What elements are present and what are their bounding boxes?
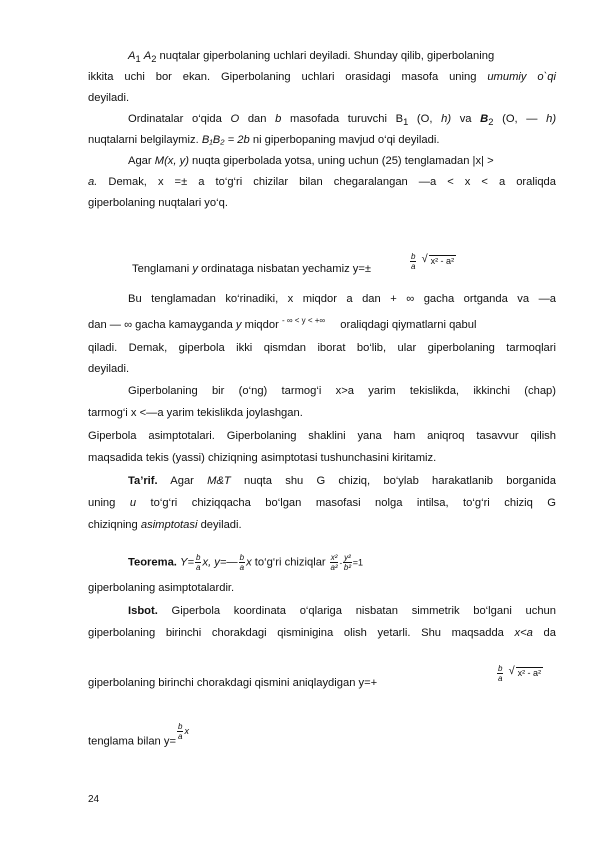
p10-l2-rest: da <box>543 627 556 639</box>
p10-sqrt: √ x² - a² <box>516 667 544 678</box>
p5-text: dan — ∞ gacha kamayganda <box>88 319 233 331</box>
p9-label: Teorema. <box>128 556 177 569</box>
p3-line3: giperbolaning nuqtalari yo‘q. <box>88 197 228 209</box>
p4-y: y <box>192 263 198 275</box>
p9-frac-b <box>239 553 245 572</box>
p8-point: M&T <box>207 475 231 487</box>
p10-l4-frac <box>177 722 183 741</box>
p8-line2 <box>88 496 556 510</box>
p10-l2-text: giperbolaning birinchi chorakdagi qisminigina olish yetarli. Shu maqsadda <box>88 627 504 639</box>
p9-line1: Teorema. Y= $\frac{b}{a}$ x, y=— $\frac{b}{a}$ x to‘g‘ri chiziqlar $\frac{\text{x²}}{\text{a²}}$ - $\frac{\text{y²}}{\text{b²}}$ =1 <box>128 553 364 572</box>
p1-line2-text: ikkita uchi bor ekan. Giperbolaning uchlari orasidagi masofa uning <box>88 71 477 83</box>
p3-a: a. <box>88 176 98 188</box>
p2-h2: h) <box>546 113 557 125</box>
p2-line1 <box>128 112 556 129</box>
p4-line1 <box>132 262 560 276</box>
p8-uning: uning <box>88 497 116 509</box>
p8-l3-rest: deyiladi. <box>200 519 242 531</box>
p9-frac-x <box>330 553 339 572</box>
p9-frac-b-den: a <box>239 563 245 572</box>
p5-line2 <box>88 318 556 333</box>
p4-sqrt: √ x² - a² <box>429 255 457 266</box>
p2-rest: masofada turuvchi B <box>290 113 404 125</box>
a2-sub: 2 <box>151 54 157 65</box>
p10-line3: giperbolaning birinchi chorakdagi qismini aniqlaydigan y=+ <box>88 677 378 689</box>
p3-rest: nuqta giperbolada yotsa, uning uchun (25) tenglamadan |x| > <box>192 155 494 167</box>
p2-h: h) <box>441 113 452 125</box>
p10-l4-text: tenglama bilan y= <box>88 735 177 748</box>
p2-b: b <box>275 113 282 125</box>
p5-line4: deyiladi. <box>88 363 130 375</box>
p10-cond: x<a <box>514 627 533 639</box>
p2-text-a: Ordinatalar o‘qida <box>128 113 222 125</box>
p9-frac-a <box>195 553 201 572</box>
p8-u: u <box>129 497 137 509</box>
p10-label: Isbot. <box>128 605 158 617</box>
p1-text: nuqtalar giperbolaning uchlari deyiladi. Shunday qilib, giperbolaning <box>156 50 495 62</box>
p10-line2 <box>88 626 556 640</box>
p2-end: (O, <box>416 113 433 125</box>
a1-sub: 1 <box>135 54 141 65</box>
p4-formula <box>409 252 456 271</box>
p9-fy-den: b² <box>343 563 351 572</box>
p2-formula: B₁B₂ = 2b <box>201 134 250 146</box>
p6-line2: tarmog‘i x <—a yarim tekislikda joylashgan. <box>88 407 303 419</box>
p4-frac-num: b <box>411 252 416 261</box>
p1-line2 <box>88 70 556 84</box>
p9-rest: to‘g‘ri chiziqlar <box>254 556 326 569</box>
p1-term: umumiy o`qi <box>487 71 556 83</box>
p10-frac <box>497 664 503 683</box>
p10-line1 <box>128 604 556 618</box>
p5-miqdor: miqdor <box>244 319 279 331</box>
p4-rest: ordinataga nisbatan yechamiz y=± <box>201 263 372 275</box>
p2-b2sub: 2 <box>488 117 494 128</box>
p10-text: Giperbola koordinata o‘qlariga nisbatan simmetrik bo‘lgani uchun <box>171 605 556 617</box>
p6-line1: Giperbolaning bir (o‘ng) tarmog‘i x>a yarim tekislikda, ikkinchi (chap) <box>128 385 556 397</box>
p2-dan: dan <box>247 113 267 125</box>
page-number: 24 <box>88 794 100 805</box>
p2-l2-rest: ni giperbopaning mavjud o‘qi deyiladi. <box>252 134 440 146</box>
p9-line2: giperbolaning asimptotalardir. <box>88 582 235 594</box>
p4-frac-den: a <box>411 262 416 271</box>
p10-l4-frac-den: a <box>178 732 183 741</box>
p9-mid: x, y=— <box>202 556 238 569</box>
p9-fx-num: x² <box>330 553 338 562</box>
p8-l3-text: chiziqning <box>88 519 138 531</box>
p9-frac-y <box>343 553 352 572</box>
p3-agar: Agar <box>128 155 152 167</box>
p3-point: M(x, y) <box>154 155 189 167</box>
p9-fx-den: a² <box>330 563 338 572</box>
p3-line1 <box>128 154 556 168</box>
p10-line4 <box>88 722 556 751</box>
p8-label: Ta’rif. <box>128 475 158 487</box>
p3-line2 <box>88 175 556 189</box>
p4-text: Tenglamani <box>132 263 190 275</box>
p2-b2: B <box>480 113 489 125</box>
p2-va: va <box>459 113 472 125</box>
p5-line1: Bu tenglamadan ko‘rinadiki, x miqdor a dan + ∞ gacha ortganda va —a <box>128 293 556 305</box>
p8-l2-rest: to‘g‘ri chiziqqacha bo‘lgan masofasi nolga intilsa, to‘g‘ri chiziq G <box>150 497 557 509</box>
p5-ineq: - ∞ < y < +∞ <box>281 316 326 325</box>
p8-line3 <box>88 518 556 532</box>
a2-label: A <box>143 50 152 62</box>
p10-frac-num: b <box>498 664 503 673</box>
p9-y: Y= <box>180 556 195 569</box>
p10-frac-den: a <box>498 674 503 683</box>
p9-fy-num: y² <box>344 553 351 562</box>
p10-formula <box>496 664 543 683</box>
p1-line3: deyiladi. <box>88 92 130 104</box>
p8-term: asimptotasi <box>140 519 198 531</box>
p9-frac-b-num: b <box>239 553 245 562</box>
p1-line1 <box>128 49 556 66</box>
p9-frac-a-den: a <box>196 563 201 572</box>
p5-rest: oraliqdagi qiymatlarni qabul <box>340 319 477 331</box>
p10-l4-x: x <box>184 726 189 737</box>
p8-agar: Agar <box>170 475 194 487</box>
p7-line1: Giperbola asimptotalari. Giperbolaning shaklini yana ham aniqroq tasavvur qilish <box>88 430 556 442</box>
p10-l4-frac-num: b <box>178 722 183 731</box>
p2-end2: (O, — <box>502 113 538 125</box>
p2-o: O <box>230 113 240 125</box>
p9-x: x <box>246 556 252 569</box>
p3-l2-rest: Demak, x =± a to‘g‘ri chizilar bilan chegaralangan —a < x < a oraliqda <box>108 176 557 188</box>
p2-sub: 1 <box>403 117 409 128</box>
p5-line3: qiladi. Demak, giperbola ikki qismdan iborat bo‘lib, ular giperbolaning tarmoqlari <box>88 342 556 354</box>
p9-eq: =1 <box>352 557 364 568</box>
p9-frac-a-num: b <box>196 553 201 562</box>
p8-line1 <box>128 474 556 488</box>
p2-line2 <box>88 133 556 147</box>
p7-line2: maqsadida tekis (yassi) chiziqning asimptotasi tushunchasini kiritamiz. <box>88 452 437 464</box>
p8-rest: nuqta shu G chiziq, bo‘ylab harakatlanib borganida <box>244 475 557 487</box>
a1-label: A <box>128 50 136 62</box>
p5-y: y <box>235 319 242 331</box>
p2-l2-text: nuqtalarni belgilaymiz. <box>88 134 199 146</box>
p4-frac <box>410 252 416 271</box>
